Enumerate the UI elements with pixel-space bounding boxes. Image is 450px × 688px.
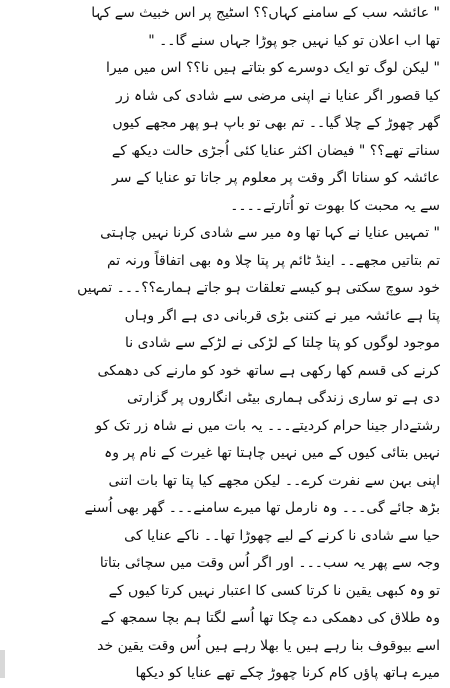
text-line: عائشہ کو سناتا اگر وقت پر معلوم پر جاتا تو عنایا کے سر [112,170,440,186]
text-line: حیا سے شادی نا کرنے کے لیے چھوڑا تھا۔۔ ناکے عنایا کی [124,527,440,544]
text-line: نہیں بتائی کیوں کے میں نہیں چاہتا تھا غیرت کے نام پر وہ [104,445,440,461]
text-line: تھا اب اعلان تو کیا نہیں جو پوڑا جہاں سنے گا۔۔ " [148,32,440,49]
page-edge-marker [0,650,5,678]
text-line: " عائشہ سب کے سامنے کہاں؟؟ اسٹیج پر اس خبیث سے کہا [91,5,440,21]
text-line: پتا ہے عائشہ میر نے کتنی بڑی قربانی دی ہے اگر وہاں [124,307,440,324]
text-line: " تمہیں عنایا نے کہا تھا وہ میر سے شادی کرنا نہیں چاہتی [100,225,440,241]
text-line: سناتے تھے؟؟ " فیضان اکثر عنایا کئی اُجڑی حالت دیکھ کے [111,142,440,159]
text-line: اپنی بہن سے نفرت کرے۔۔ لیکن مجھے کیا پتا تھا بات اتنی [108,472,440,489]
text-line: میرے ہاتھ پاؤں کام کرنا چھوڑ چکے تھے عنایا کو دیکھا [135,665,440,681]
text-line: اسے بیوقوف بنا رہے ہیں یا بھلا رہے ہیں اُس وقت یقین خد [97,637,440,654]
text-line: خود سوچ سکتی ہو کیسے تعلقات ہو جاتے ہمارے؟؟۔۔۔ تمہیں [77,280,440,296]
text-line: تم بتاتیں مجھے۔۔ اینڈ ٹائم پر پتا چلا وہ بھی اتفاقاً ورنہ تم [106,252,440,269]
text-line: رشتےدار جینا حرام کردیتے۔۔۔ یہ بات میں نے شاہ زر تک کو [95,417,440,434]
text-line: گھر چھوڑ کے چلا گیا۔۔ تم بھی تو باپ ہو پھر مجھے کیوں [112,115,440,131]
urdu-text-block [10,0,440,688]
text-line: بڑھ جائے گی۔۔۔ وہ نارمل تھا میرے سامنے۔۔۔ گھر بھی اُسنے [84,500,440,516]
text-line: " لیکن لوگ تو ایک دوسرے کو بتاتے ہیں نا؟؟ اس میں میرا [105,60,440,76]
text-line: تو وہ کبھی یقین نا کرتا کسی کا اعتبار نہیں کرتا کیوں کے [108,582,440,599]
text-line: وہ طلاق کی دھمکی دے چکا تھا اُسے لگتا ہم بچا سمجھ کے [100,610,440,626]
text-line: وجہ سے پھر یہ سب۔۔۔ اور اگر اُس وقت میں سچائی بتاتا [99,555,440,571]
text-line: موجود لوگوں کو پتا چلتا کے لڑکی نے لڑکے سے شادی نا [125,335,440,351]
text-line: کیا قصور اگر عنایا نے اپنی مرضی سے شادی کی شاہ زر [116,87,440,104]
text-line: کرنے کی قسم کھا رکھی ہے ساتھ خود کو مارنے کی دھمکی [97,362,440,379]
text-line: سے یہ محبت کا بھوت تو اُتارتے۔۔۔۔ [230,197,440,214]
text-line: دی ہے تو ساری زندگی ہماری بیٹی انگاروں پر گزارتی [127,390,440,406]
